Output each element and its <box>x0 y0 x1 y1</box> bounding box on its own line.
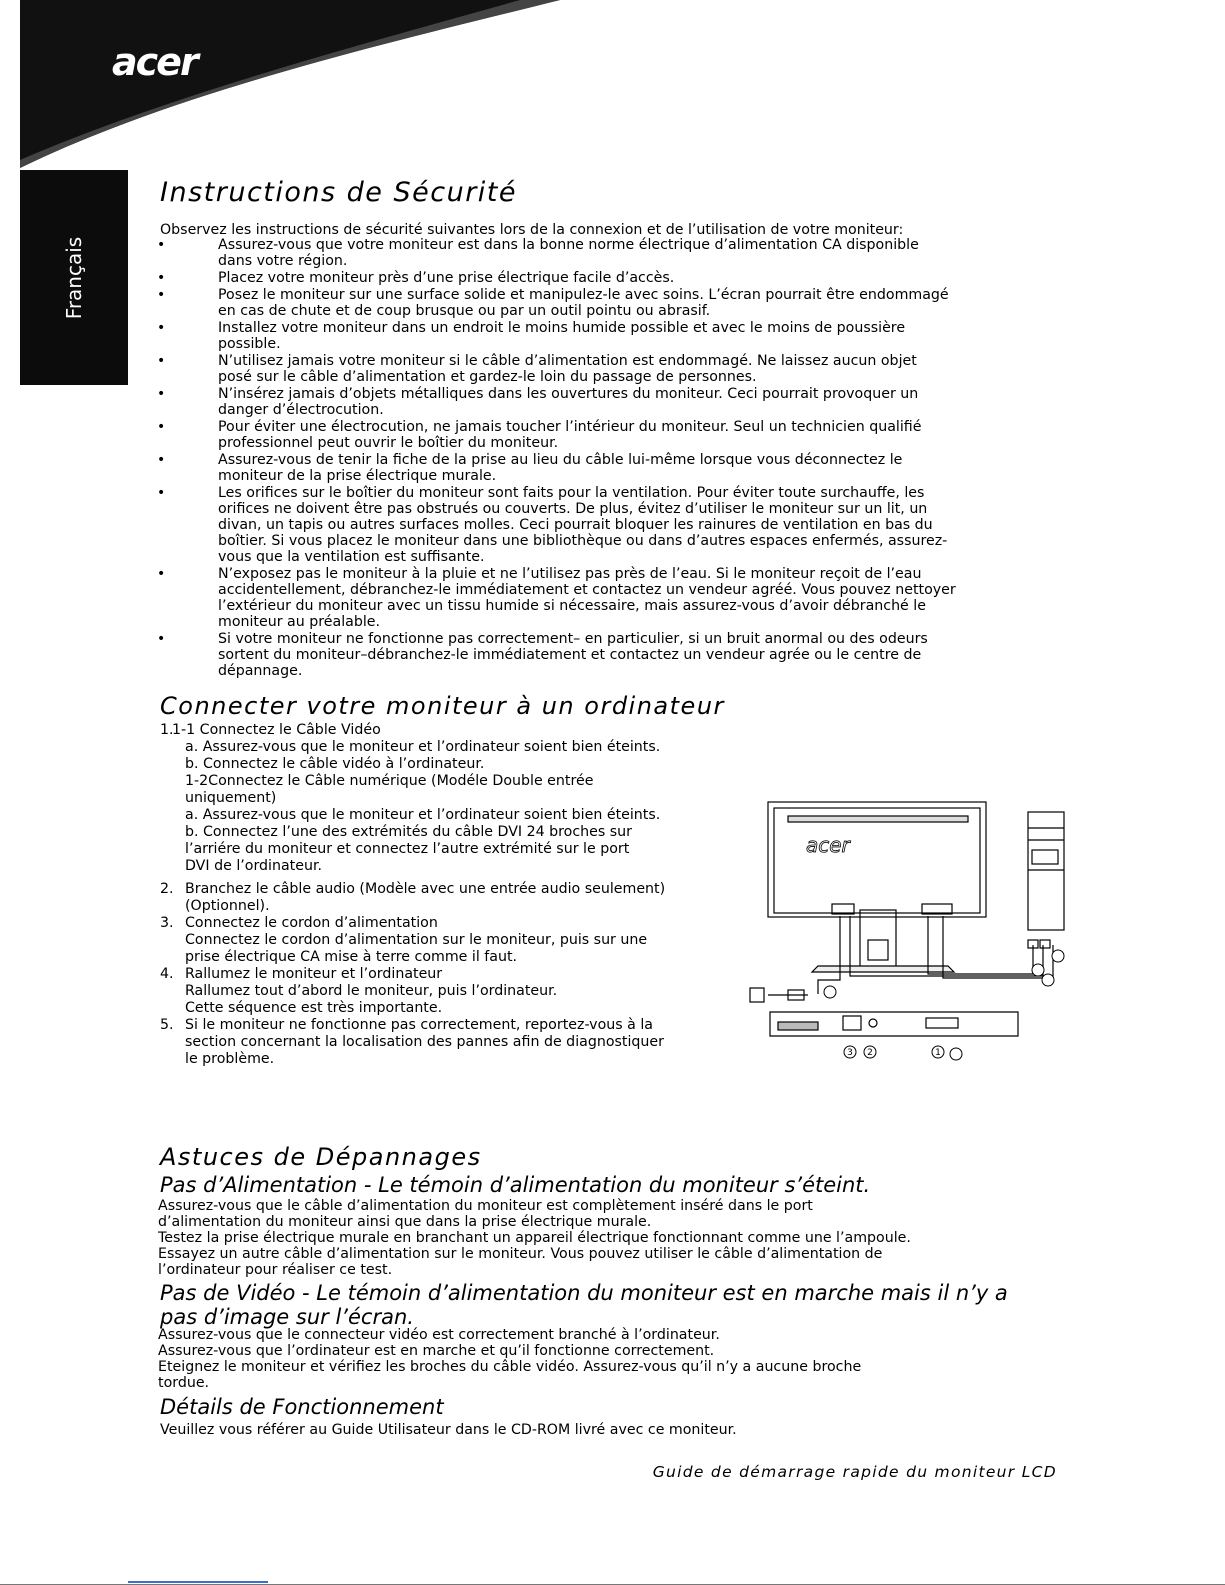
no-power-title: Pas d’Alimentation - Le témoin d’alimentation du moniteur s’éteint. <box>160 1173 871 1197</box>
connect-line: Rallumez le moniteur et l’ordinateur <box>185 966 443 982</box>
connect-line: b. Connectez l’une des extrémités du câble DVI 24 broches sur <box>185 824 632 840</box>
connect-line: Branchez le câble audio (Modèle avec une entrée audio seulement) <box>185 881 666 897</box>
troubleshoot-line: tordue. <box>158 1375 210 1391</box>
connect-line: 1-2Connectez le Câble numérique (Modéle Double entrée <box>185 773 594 789</box>
safety-item-line: Assurez-vous que votre moniteur est dans la bonne norme électrique d’alimentation CA disponible <box>218 237 919 253</box>
safety-item-line: danger d’électrocution. <box>218 402 384 418</box>
safety-bullet: • <box>157 320 166 336</box>
safety-item-line: en cas de chute et de coup brusque ou par un outil pointu ou abrasif. <box>218 303 711 319</box>
safety-item-line: boîtier. Si vous placez le moniteur dans une bibliothèque ou dans d’autres espaces enfermés, assurez- <box>218 533 948 549</box>
safety-intro: Observez les instructions de sécurité suivantes lors de la connexion et de l’utilisation de votre moniteur: <box>160 222 904 238</box>
troubleshoot-line: Eteignez le moniteur et vérifiez les broches du câble vidéo. Assurez-vous qu’il n’y a aucune broche <box>158 1359 862 1375</box>
safety-item-line: N’exposez pas le moniteur à la pluie et ne l’utilisez pas près de l’eau. Si le moniteur reçoit de l’eau <box>218 566 922 582</box>
troubleshoot-line: Assurez-vous que le câble d’alimentation du moniteur est complètement inséré dans le port <box>158 1198 813 1214</box>
troubleshoot-line: Assurez-vous que l’ordinateur est en marche et qu’il fonctionne correctement. <box>158 1343 715 1359</box>
connect-line: Rallumez tout d’abord le moniteur, puis l’ordinateur. <box>185 983 558 999</box>
safety-item-line: N’utilisez jamais votre moniteur si le câble d’alimentation est endommagé. Ne laissez aucun objet <box>218 353 917 369</box>
safety-item-line: accidentellement, débranchez-le immédiatement et contactez un vendeur agréé. Vous pouvez nettoyer <box>218 582 956 598</box>
step-number: 5. <box>160 1017 174 1033</box>
callout-2: 2 <box>867 1048 873 1058</box>
connect-line: (Optionnel). <box>185 898 270 914</box>
connect-line: prise électrique CA mise à terre comme il faut. <box>185 949 518 965</box>
connect-line: 1-1 Connectez le Câble Vidéo <box>172 722 381 738</box>
connect-line: l’arriére du moniteur et connectez l’autre extrémité sur le port <box>185 841 630 857</box>
safety-item-line: Les orifices sur le boîtier du moniteur sont faits pour la ventilation. Pour éviter toute surchauffe, les <box>218 485 925 501</box>
connect-title: Connecter votre moniteur à un ordinateur <box>160 692 725 720</box>
callout-3: 3 <box>847 1048 853 1058</box>
safety-title: Instructions de Sécurité <box>160 177 517 208</box>
safety-item-line: l’extérieur du moniteur avec un tissu humide si nécessaire, mais assurez-vous d’avoir débranché le <box>218 598 926 614</box>
cables <box>750 916 1053 1002</box>
connect-line: a. Assurez-vous que le moniteur et l’ordinateur soient bien éteints. <box>185 739 661 755</box>
troubleshoot-line: Testez la prise électrique murale en branchant un appareil électrique fonctionnant comme une l’ampoule. <box>158 1230 911 1246</box>
safety-item-line: vous que la ventilation est suffisante. <box>218 549 485 565</box>
diagram-logo: acer <box>806 833 850 857</box>
connect-line: le problème. <box>185 1051 275 1067</box>
details-text: Veuillez vous référer au Guide Utilisateur dans le CD-ROM livré avec ce moniteur. <box>160 1422 737 1438</box>
safety-item-line: moniteur de la prise électrique murale. <box>218 468 497 484</box>
step-number: 2. <box>160 881 174 897</box>
safety-item-line: Installez votre moniteur dans un endroit le moins humide possible et avec le moins de poussière <box>218 320 906 336</box>
bottom-link-mark <box>128 1581 268 1583</box>
step-number: 4. <box>160 966 174 982</box>
header-swoosh <box>0 0 1225 190</box>
safety-item-line: orifices ne doivent être pas obstrués ou couverts. De plus, évitez d’utiliser le moniteur sur un lit, un <box>218 501 928 517</box>
safety-bullet: • <box>157 419 166 435</box>
safety-item-line: Posez le moniteur sur une surface solide et manipulez-le avec soins. L’écran pourrait être endommagé <box>218 287 949 303</box>
connect-line: uniquement) <box>185 790 277 806</box>
safety-item-line: sortent du moniteur–débranchez-le immédiatement et contactez un vendeur agrée ou le centre de <box>218 647 922 663</box>
safety-item-line: Placez votre moniteur près d’une prise électrique facile d’accès. <box>218 270 675 286</box>
safety-bullet: • <box>157 287 166 303</box>
safety-item-line: possible. <box>218 336 281 352</box>
safety-bullet: • <box>157 452 166 468</box>
safety-item-line: Pour éviter une électrocution, ne jamais toucher l’intérieur du moniteur. Seul un technicien qualifié <box>218 419 922 435</box>
safety-bullet: • <box>157 485 166 501</box>
safety-item-line: divan, un tapis ou autres surfaces molles. Ceci pourrait bloquer les rainures de ventilation en bas du <box>218 517 933 533</box>
connection-diagram <box>748 800 1068 1075</box>
connect-line: Connectez le cordon d’alimentation sur le moniteur, puis sur une <box>185 932 648 948</box>
connect-line: Cette séquence est très importante. <box>185 1000 443 1016</box>
safety-bullet: • <box>157 270 166 286</box>
step-number: 3. <box>160 915 174 931</box>
language-tab-label: Français <box>62 236 86 320</box>
connect-line: a. Assurez-vous que le moniteur et l’ordinateur soient bien éteints. <box>185 807 661 823</box>
troubleshoot-line: d’alimentation du moniteur ainsi que dans la prise électrique murale. <box>158 1214 652 1230</box>
connect-line: b. Connectez le câble vidéo à l’ordinateur. <box>185 756 485 772</box>
safety-item-line: dans votre région. <box>218 253 348 269</box>
troubleshoot-title: Astuces de Dépannages <box>160 1143 482 1171</box>
footer-guide-title: Guide de démarrage rapide du moniteur LCD <box>652 1463 1057 1481</box>
safety-item-line: moniteur au préalable. <box>218 614 381 630</box>
troubleshoot-line: Essayez un autre câble d’alimentation sur le moniteur. Vous pouvez utiliser le câble d’alimentation de <box>158 1246 883 1262</box>
step-number: 1. <box>160 722 174 738</box>
safety-item-line: professionnel peut ouvrir le boîtier du moniteur. <box>218 435 559 451</box>
connect-line: Connectez le cordon d’alimentation <box>185 915 438 931</box>
connect-line: Si le moniteur ne fonctionne pas correctement, reportez-vous à la <box>185 1017 653 1033</box>
acer-logo: acer <box>112 40 197 84</box>
safety-bullet: • <box>157 237 166 253</box>
computer-tower <box>1028 812 1064 930</box>
safety-bullet: • <box>157 353 166 369</box>
safety-item-line: Assurez-vous de tenir la fiche de la prise au lieu du câble lui-même lorsque vous déconnectez le <box>218 452 903 468</box>
connect-line: DVI de l’ordinateur. <box>185 858 322 874</box>
monitor-bottom <box>770 1012 1018 1036</box>
details-title: Détails de Fonctionnement <box>160 1395 444 1419</box>
safety-bullet: • <box>157 631 166 647</box>
safety-item-line: posé sur le câble d’alimentation et gardez-le loin du passage de personnes. <box>218 369 757 385</box>
troubleshoot-line: l’ordinateur pour réaliser ce test. <box>158 1262 393 1278</box>
language-tab <box>20 170 128 385</box>
no-video-title-2: pas d’image sur l’écran. <box>160 1305 414 1329</box>
safety-item-line: dépannage. <box>218 663 303 679</box>
safety-bullet: • <box>157 566 166 582</box>
troubleshoot-line: Assurez-vous que le connecteur vidéo est correctement branché à l’ordinateur. <box>158 1327 720 1343</box>
callout-1: 1 <box>935 1048 941 1058</box>
safety-item-line: Si votre moniteur ne fonctionne pas correctement– en particulier, si un bruit anormal ou des odeurs <box>218 631 928 647</box>
monitor-back <box>768 802 986 972</box>
no-video-title-1: Pas de Vidéo - Le témoin d’alimentation du moniteur est en marche mais il n’y a <box>160 1281 1008 1305</box>
safety-item-line: N’insérez jamais d’objets métalliques dans les ouvertures du moniteur. Ceci pourrait provoquer un <box>218 386 919 402</box>
connect-line: section concernant la localisation des pannes afin de diagnostiquer <box>185 1034 664 1050</box>
safety-bullet: • <box>157 386 166 402</box>
